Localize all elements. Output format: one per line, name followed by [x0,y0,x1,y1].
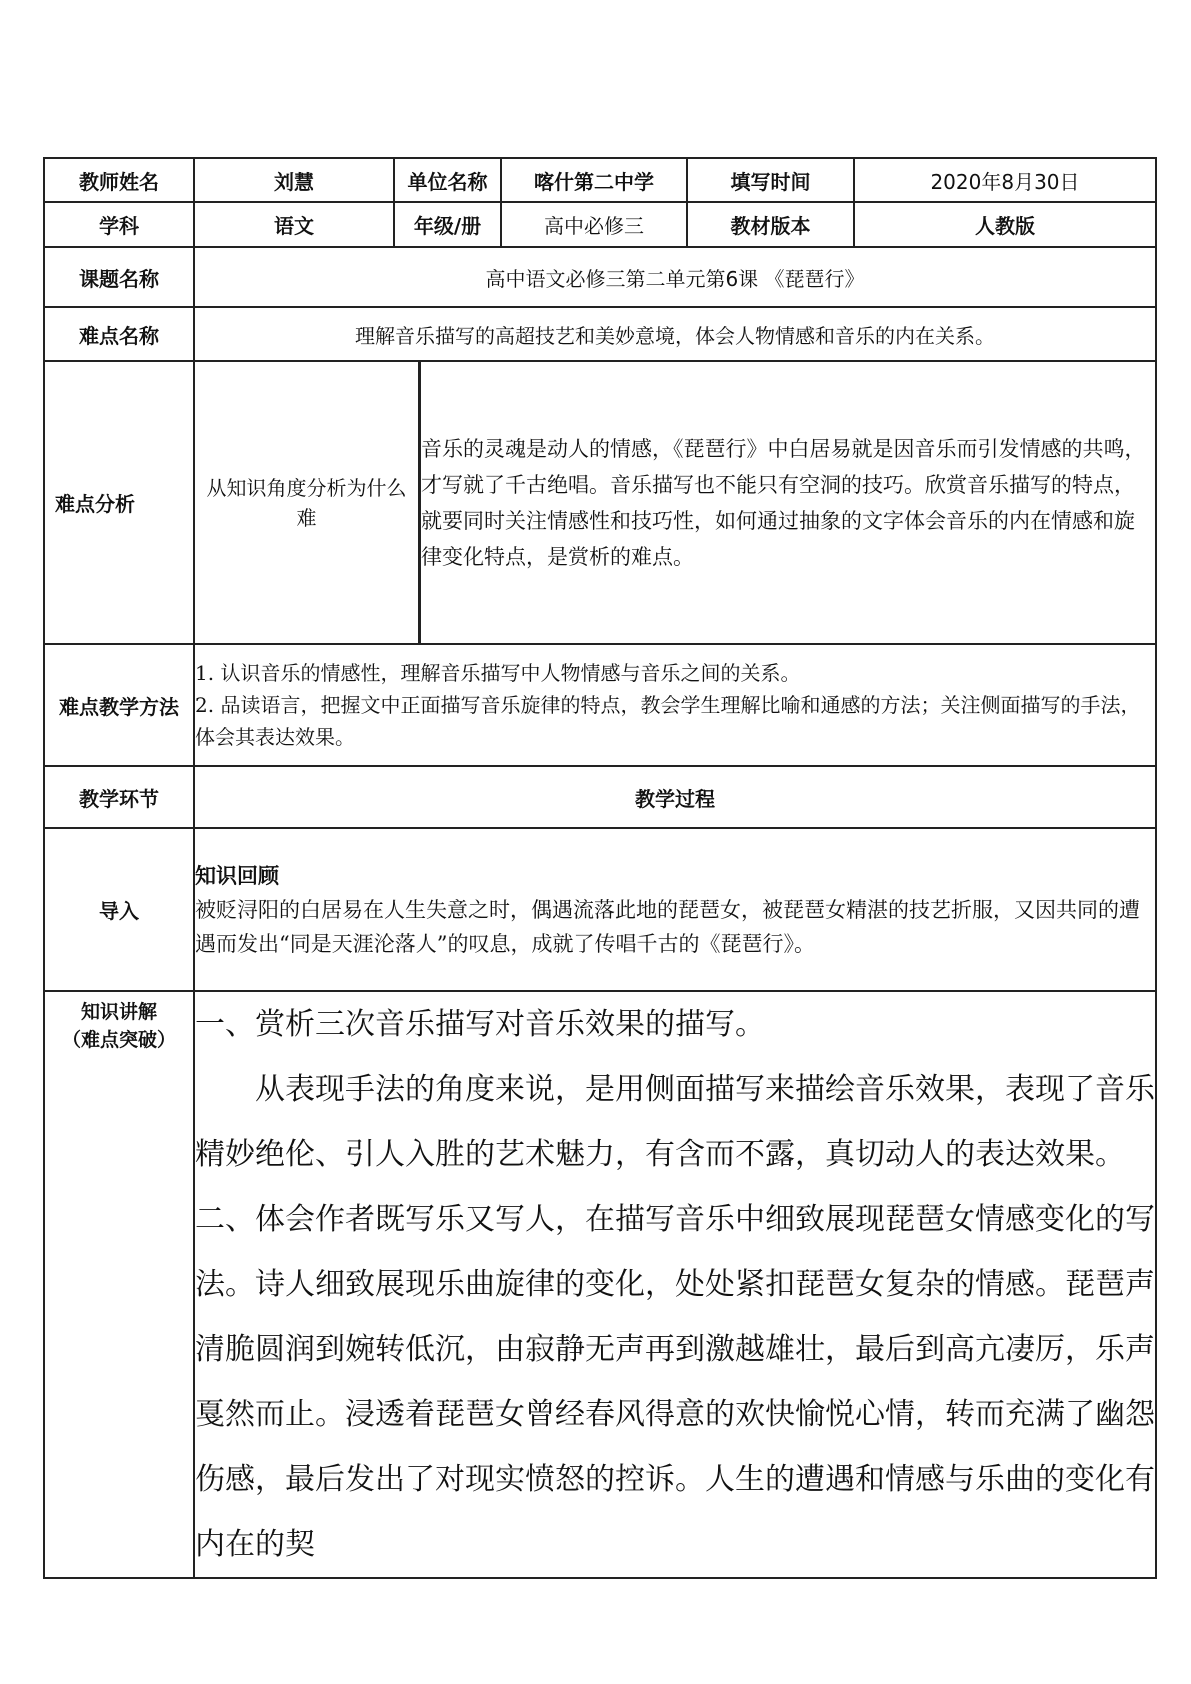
method-item-2: 2. 品读语言，把握文中正面描写音乐旋律的特点，教会学生理解比喻和通感的方法；关注侧面描写的手法，体会其表达效果。 [195,693,1141,749]
date-label: 填写时间 [687,158,854,202]
unit-value: 喀什第二中学 [501,158,687,202]
explain-paragraph-1: 一、赏析三次音乐描写对音乐效果的描写。 [195,1007,765,1042]
header-row-1 [44,158,1156,202]
intro-row [44,828,1156,991]
grade-value: 高中必修三 [501,202,687,247]
subject-label: 学科 [44,202,194,247]
analysis-cell [194,361,1156,644]
intro-label: 导入 [44,828,194,991]
edition-label: 教材版本 [687,202,854,247]
subject-value: 语文 [194,202,394,247]
methods-row [44,644,1156,766]
intro-cell [194,828,1156,991]
explain-paragraph-2: 从表现手法的角度来说，是用侧面描写来描绘音乐效果，表现了音乐精妙绝伦、引人入胜的艺术魅力，有含而不露，真切动人的表达效果。 [195,1072,1155,1172]
grade-label: 年级/册 [394,202,501,247]
difficulty-row [44,307,1156,361]
analysis-row [44,361,1156,644]
lesson-plan-table [43,157,1157,1579]
teacher-name-label: 教师姓名 [44,158,194,202]
difficulty-value: 理解音乐描写的高超技艺和美妙意境，体会人物情感和音乐的内在关系。 [194,307,1156,361]
analysis-sub-label: 从知识角度分析为什么难 [195,362,420,643]
teacher-name: 刘慧 [194,158,394,202]
explain-label-line1: 知识讲解 [80,1001,157,1023]
header-row-2 [44,202,1156,247]
analysis-label: 难点分析 [44,361,194,644]
difficulty-label: 难点名称 [44,307,194,361]
edition-value: 人教版 [854,202,1156,247]
date-value: 2020年8月30日 [854,158,1156,202]
intro-text: 被贬浔阳的白居易在人生失意之时，偶遇流落此地的琵琶女，被琵琶女精湛的技艺折服，又因共同的遭遇而发出“同是天涯沦落人”的叹息，成就了传唱千古的《琵琶行》。 [195,897,1140,956]
process-row [44,766,1156,828]
analysis-inner-table [195,362,1155,643]
intro-title: 知识回顾 [195,862,279,888]
explain-label [44,991,194,1578]
methods-cell [194,644,1156,766]
methods-label: 难点教学方法 [44,644,194,766]
topic-label: 课题名称 [44,247,194,307]
method-item-1: 1. 认识音乐的情感性，理解音乐描写中人物情感与音乐之间的关系。 [195,661,801,685]
topic-row [44,247,1156,307]
explain-label-line2: （难点突破） [61,1029,176,1051]
analysis-text: 音乐的灵魂是动人的情感，《琵琶行》中白居易就是因音乐而引发情感的共鸣，才写就了千古绝唱。音乐描写也不能只有空洞的技巧。欣赏音乐描写的特点，就要同时关注情感性和技巧性，如何通过抽象的文字体会音乐的内在情感和旋律变化特点，是赏析的难点。 [421,436,1146,569]
explain-cell [194,991,1156,1578]
explain-row [44,991,1156,1578]
explain-paragraph-3: 二、体会作者既写乐又写人，在描写音乐中细致展现琵琶女情感变化的写法。诗人细致展现乐曲旋律的变化，处处紧扣琵琶女复杂的情感。琵琶声清脆圆润到婉转低沉，由寂静无声再到激越雄壮，最后到高亢凄厉，乐声戛然而止。浸透着琵琶女曾经春风得意的欢快愉悦心情，转而充满了幽怨伤感，最后发出了对现实愤怒的控诉。人生的遭遇和情感与乐曲的变化有内在的契 [195,1202,1155,1562]
topic-value: 高中语文必修三第二单元第6课 《琵琶行》 [194,247,1156,307]
process-value: 教学过程 [194,766,1156,828]
unit-label: 单位名称 [394,158,501,202]
process-label: 教学环节 [44,766,194,828]
